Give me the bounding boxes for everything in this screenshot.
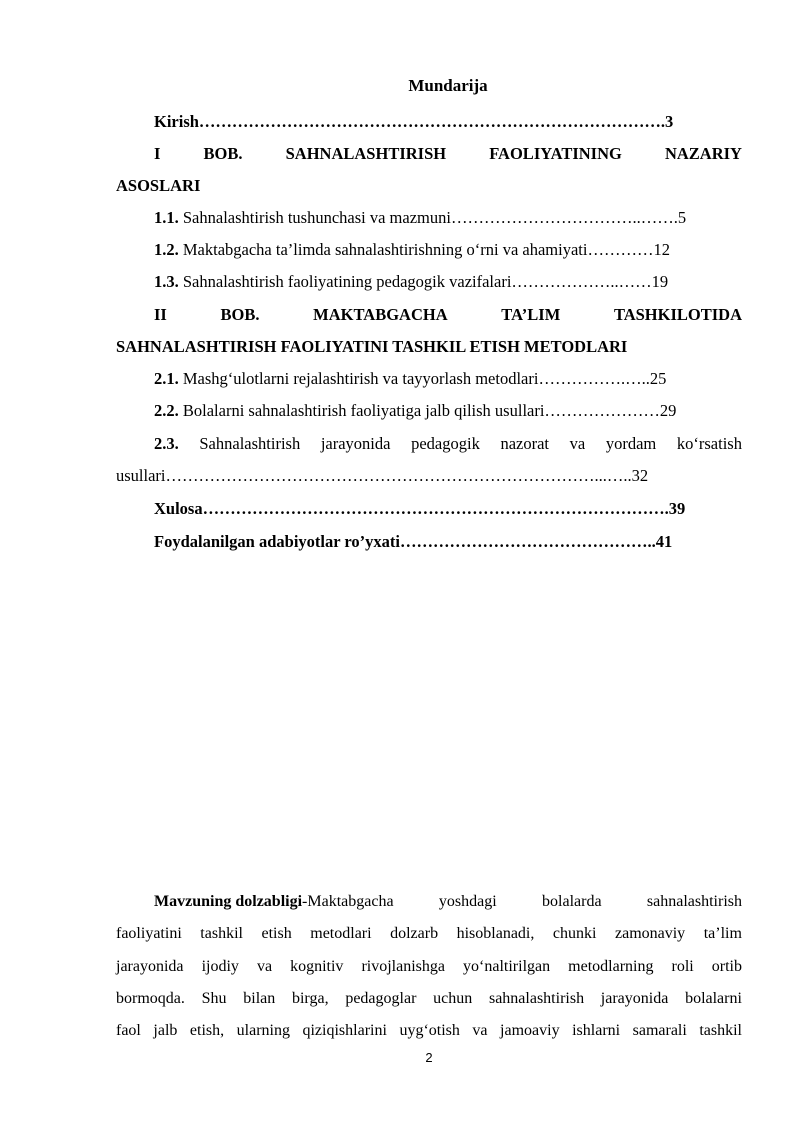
paragraph-line bbox=[116, 1022, 742, 1040]
paragraph-word: faoliyatini bbox=[116, 925, 182, 942]
page-title: Mundarija bbox=[408, 76, 488, 95]
toc-section-1-1 bbox=[154, 207, 742, 229]
paragraph-word: metodlari bbox=[310, 925, 372, 942]
toc-section-number: 1.3. bbox=[154, 272, 179, 291]
paragraph-word: -Maktabgacha bbox=[302, 893, 394, 910]
toc-section-word: va bbox=[569, 434, 586, 453]
paragraph-word: zamonaviy bbox=[614, 925, 686, 942]
toc-chapter-2-word: BOB. bbox=[220, 305, 260, 324]
paragraph-word: metodlarning bbox=[568, 958, 654, 975]
toc-chapter-1-word: I bbox=[154, 144, 161, 163]
paragraph-word: birga, bbox=[291, 990, 329, 1007]
paragraph-word: yo‘naltirilgan bbox=[463, 958, 551, 975]
toc-section-number: 2.1. bbox=[154, 369, 179, 388]
toc-chapter-1-word: BOB. bbox=[203, 144, 243, 163]
toc-section-text: Maktabgacha ta’limda sahnalashtirishning o‘rni va ahamiyati…………12 bbox=[178, 240, 670, 259]
paragraph-word: tashkil bbox=[699, 1022, 742, 1039]
paragraph-word: samarali bbox=[632, 1022, 687, 1039]
paragraph-word: bormoqda. bbox=[116, 990, 185, 1007]
toc-section-word: yordam bbox=[605, 434, 657, 453]
paragraph-word: va bbox=[256, 958, 273, 975]
paragraph-line bbox=[116, 958, 742, 976]
paragraph-word: ta’lim bbox=[703, 925, 742, 942]
toc-section-text: Sahnalashtirish faoliyatining pedagogik vazifalari………………..……19 bbox=[178, 272, 669, 291]
paragraph-word: etish bbox=[261, 925, 292, 942]
toc-section-2-3 bbox=[154, 433, 742, 455]
paragraph-word: rivojlanishga bbox=[361, 958, 445, 975]
toc-section-number: 2.3. bbox=[154, 434, 179, 453]
paragraph-word: qiziqishlarini bbox=[302, 1022, 387, 1039]
paragraph-word: faol bbox=[116, 1022, 141, 1039]
toc-section-1-2 bbox=[154, 239, 742, 261]
paragraph-line bbox=[116, 990, 742, 1008]
paragraph-word: dolzarb bbox=[390, 925, 439, 942]
paragraph-word: va bbox=[472, 1022, 488, 1039]
toc-section-2-3-continued: usullari……………………………………………………………………...…..32 bbox=[116, 466, 649, 485]
paragraph-word: uchun bbox=[433, 990, 473, 1007]
toc-section-text: Bolalarni sahnalashtirish faoliyatiga jalb qilish usullari…………………29 bbox=[178, 401, 677, 420]
toc-section-word: pedagogik bbox=[411, 434, 480, 453]
paragraph-word: kognitiv bbox=[290, 958, 344, 975]
paragraph-word: pedagoglar bbox=[345, 990, 417, 1007]
paragraph-word: jarayonida bbox=[600, 990, 669, 1007]
toc-section-number: 2.2. bbox=[154, 401, 179, 420]
paragraph-word: ularning bbox=[236, 1022, 290, 1039]
toc-chapter-1-word: SAHNALASHTIRISH bbox=[285, 144, 447, 163]
paragraph-word: ortib bbox=[711, 958, 742, 975]
toc-section-text: Sahnalashtirish tushunchasi va mazmuni……………………………..…….5 bbox=[178, 208, 687, 227]
paragraph-word: bilan bbox=[243, 990, 276, 1007]
paragraph-word: yoshdagi bbox=[438, 893, 497, 910]
toc-references: Foydalanilgan adabiyotlar ro’yxati………………………………………..41 bbox=[154, 532, 673, 551]
toc-chapter-1-continued: ASOSLARI bbox=[116, 176, 201, 195]
toc-conclusion: Xulosa………………………………………………………………………….39 bbox=[154, 499, 686, 518]
paragraph-word: uyg‘otish bbox=[399, 1022, 460, 1039]
toc-section-2-2 bbox=[154, 400, 742, 422]
paragraph-word: ishlarni bbox=[572, 1022, 621, 1039]
toc-chapter-2-word: II bbox=[154, 305, 167, 324]
paragraph-word: hisoblanadi, bbox=[456, 925, 535, 942]
toc-section-1-3 bbox=[154, 271, 742, 293]
paragraph-word: jamoaviy bbox=[500, 1022, 560, 1039]
toc-section-word: Sahnalashtirish bbox=[199, 434, 301, 453]
toc-chapter-2-word: MAKTABGACHA bbox=[313, 305, 448, 324]
toc-chapter-1-word: FAOLIYATINING bbox=[489, 144, 622, 163]
paragraph-word: bolalarni bbox=[685, 990, 742, 1007]
toc-chapter-2 bbox=[154, 304, 742, 326]
paragraph-line bbox=[116, 925, 742, 943]
toc-section-2-1 bbox=[154, 368, 742, 390]
paragraph-heading: Mavzuning dolzabligi bbox=[154, 893, 303, 910]
page-number: 2 bbox=[425, 1050, 433, 1065]
toc-chapter-2-continued: SAHNALASHTIRISH FAOLIYATINI TASHKIL ETISH METODLARI bbox=[116, 337, 628, 356]
paragraph-word: sahnalashtirish bbox=[646, 893, 742, 910]
toc-section-word: nazorat bbox=[500, 434, 550, 453]
toc-intro: Kirish………………………………………………………………………….3 bbox=[154, 112, 674, 131]
paragraph-word: ijodiy bbox=[201, 958, 239, 975]
toc-section-word: ko‘rsatish bbox=[676, 434, 742, 453]
paragraph-word: etish, bbox=[189, 1022, 225, 1039]
paragraph-word: chunki bbox=[552, 925, 597, 942]
paragraph-word: sahnalashtirish bbox=[488, 990, 585, 1007]
toc-section-text: Mashg‘ulotlarni rejalashtirish va tayyorlash metodlari…………….…..25 bbox=[178, 369, 667, 388]
paragraph-word: bolalarda bbox=[542, 893, 602, 910]
toc-chapter-1 bbox=[154, 143, 742, 165]
toc-chapter-2-word: TASHKILOTIDA bbox=[613, 305, 742, 324]
paragraph-word: jarayonida bbox=[116, 958, 184, 975]
paragraph-word: tashkil bbox=[200, 925, 243, 942]
toc-chapter-1-word: NAZARIY bbox=[664, 144, 742, 163]
paragraph-word: Shu bbox=[201, 990, 227, 1007]
paragraph-line bbox=[154, 893, 742, 911]
toc-section-number: 1.1. bbox=[154, 208, 179, 227]
paragraph-word: jalb bbox=[153, 1022, 178, 1039]
toc-chapter-2-word: TA’LIM bbox=[501, 305, 561, 324]
toc-section-word: jarayonida bbox=[320, 434, 391, 453]
paragraph-word: roli bbox=[671, 958, 694, 975]
toc-section-number: 1.2. bbox=[154, 240, 179, 259]
